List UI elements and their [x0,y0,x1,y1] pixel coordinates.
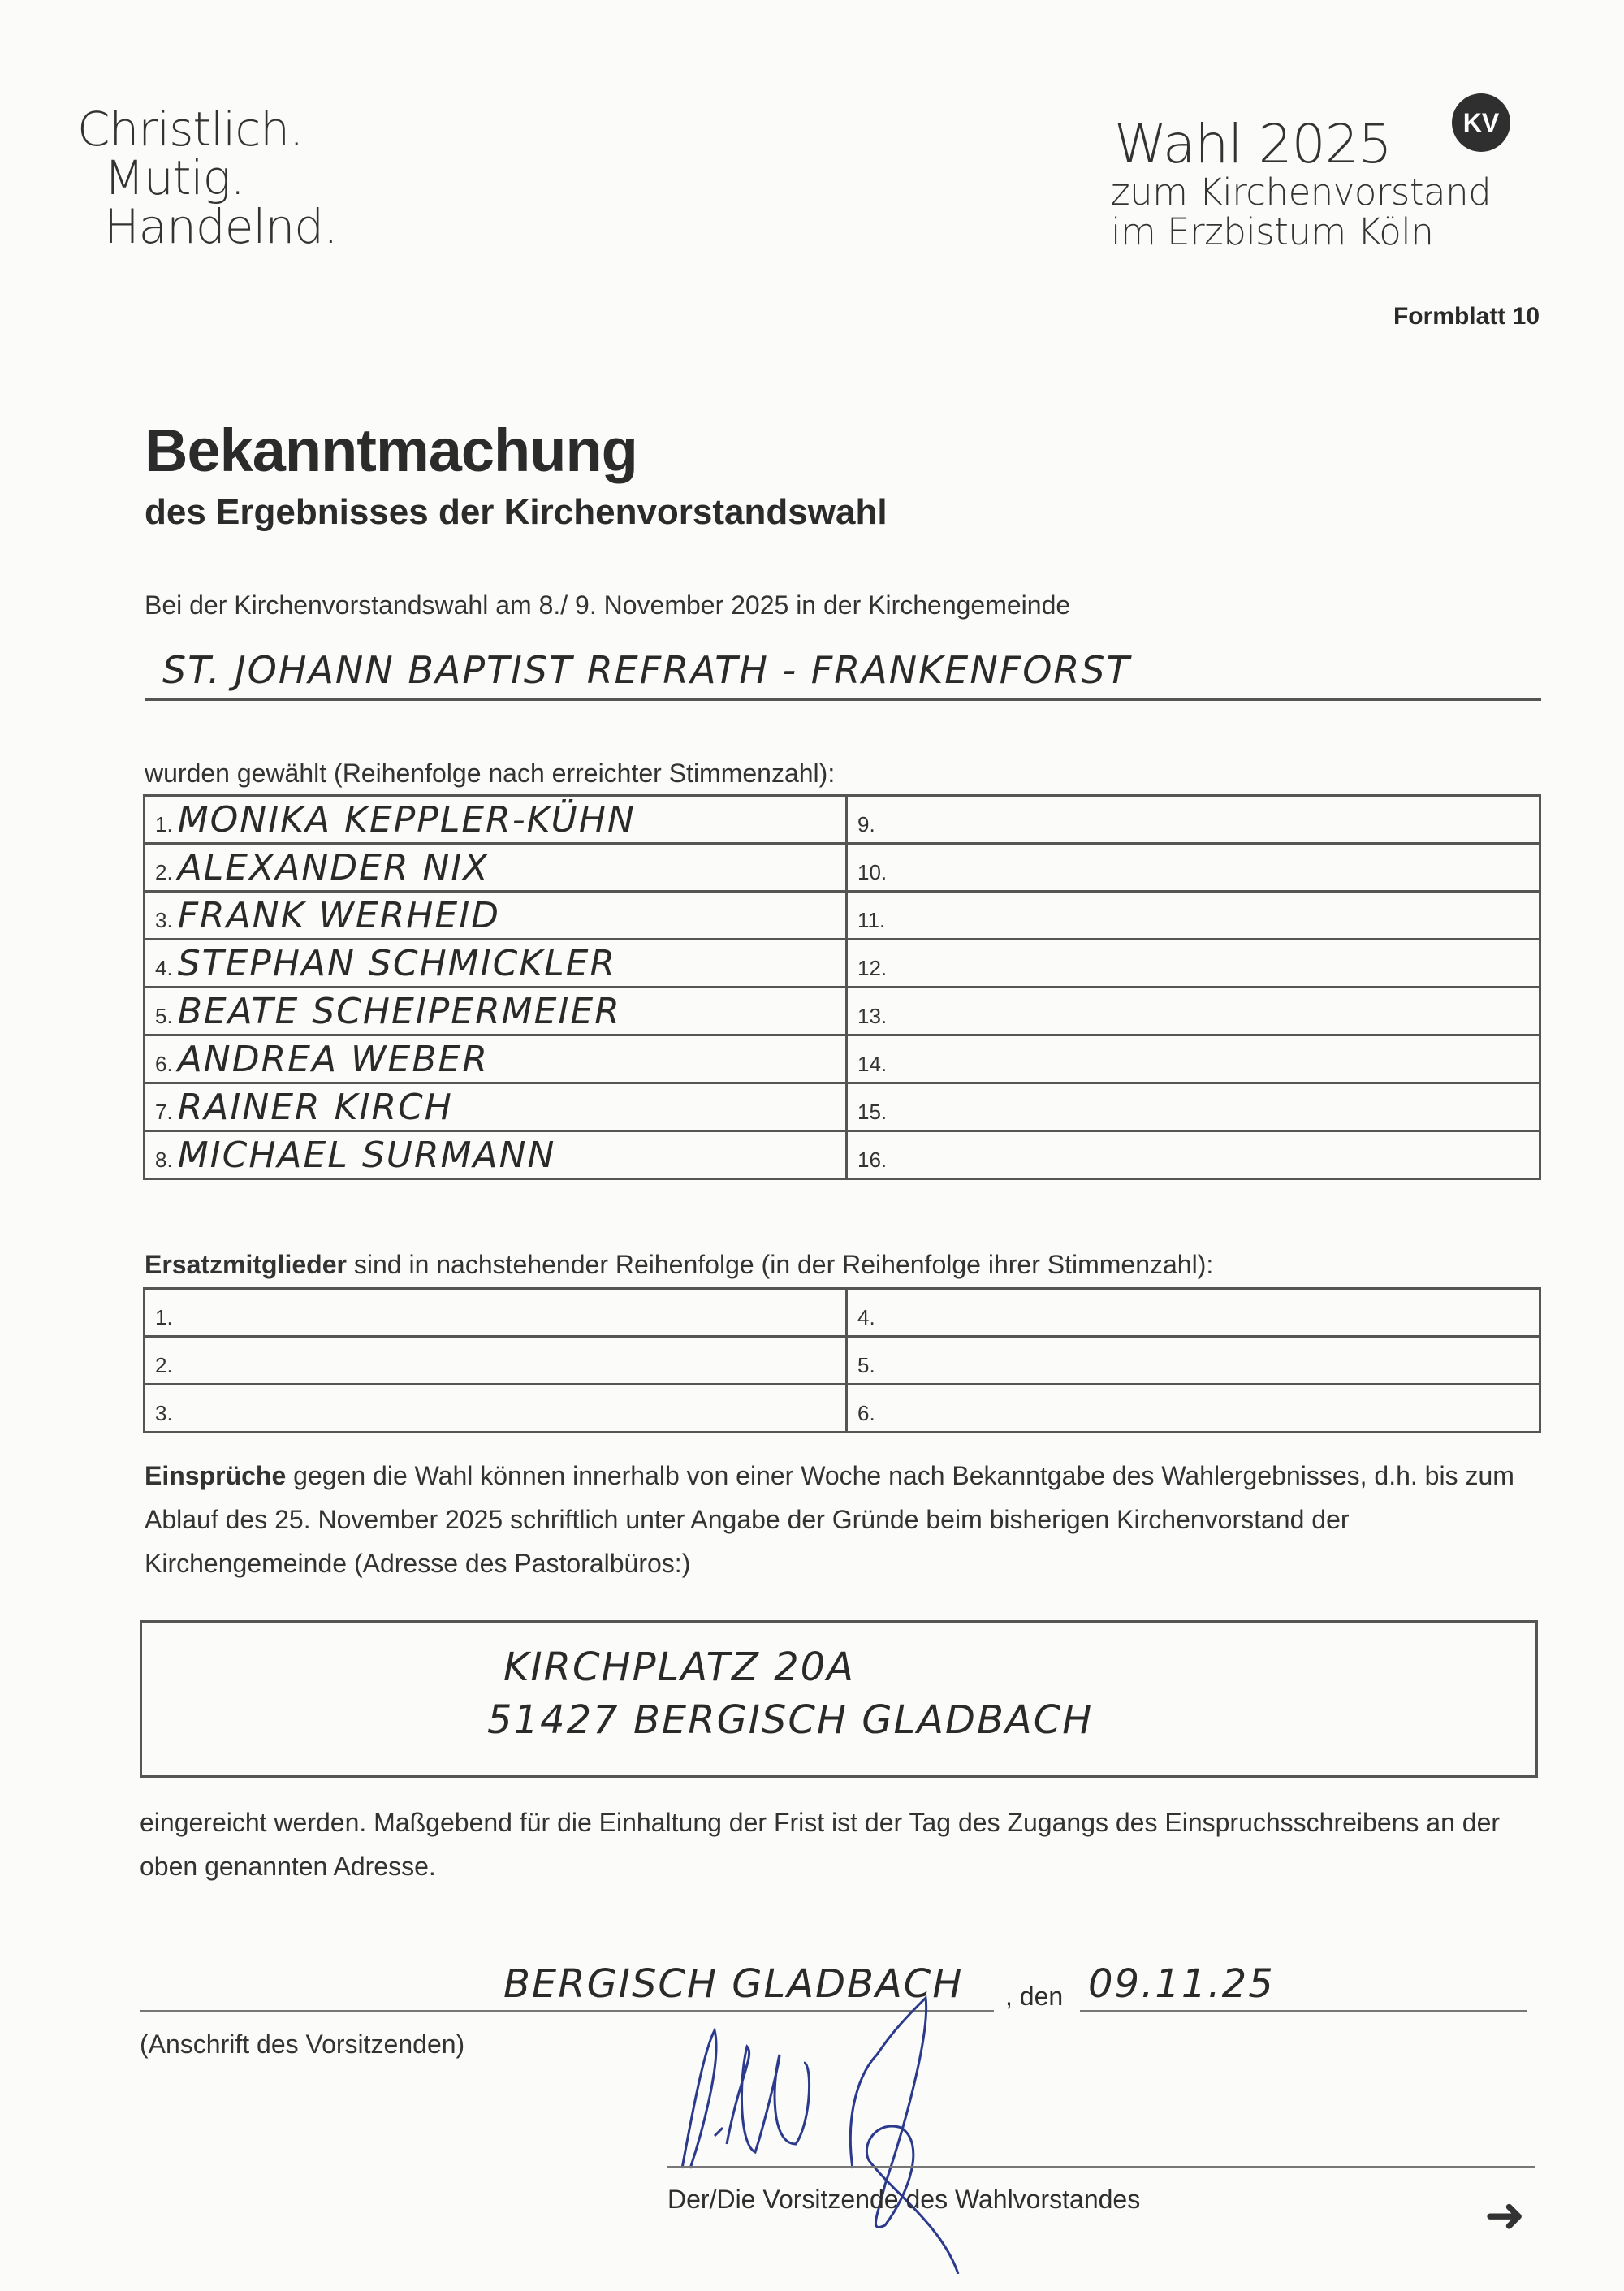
table-row [145,796,1540,844]
intro-text: Bei der Kirchenvorstandswahl am 8./ 9. November 2025 in der Kirchengemeinde [145,590,1071,620]
substitute-number: 1. [155,1304,173,1329]
member-number: 4. [155,955,173,980]
signature-caption: Der/Die Vorsitzende des Wahlvorstandes [667,2185,1141,2214]
signature-icon [650,1982,1137,2274]
slogan-line-2: Mutig. [104,150,244,205]
page-subtitle: des Ergebnisses der Kirchenvorstandswahl [145,492,888,532]
member-number: 5. [155,1003,173,1028]
objections-text: gegen die Wahl können innerhalb von einer Woche nach Bekanntgabe des Wahlergebnisses, d.h. bis zum Ablauf des 25. November 2025 schriftlich unter Angabe der Gründe beim bisherigen Kirchenvorstand der Kirchengemeinde (Adresse des Pastoralbüros:) [145,1461,1514,1578]
member-number: 14. [857,1051,888,1076]
substitute-cell[interactable] [145,1289,847,1337]
member-number: 10. [857,859,888,884]
address-line-2: 51427 BERGISCH GLADBACH [487,1697,1094,1743]
substitute-number: 4. [857,1304,875,1329]
member-number: 9. [857,811,875,836]
substitutes-table [143,1287,1541,1433]
member-number: 2. [155,859,173,884]
member-number: 15. [857,1099,888,1124]
table-row [145,988,1540,1035]
member-cell[interactable] [145,1035,847,1083]
objections-bold: Einsprüche [145,1461,287,1490]
next-page-arrow-icon: ➜ [1484,2188,1526,2242]
member-name: ANDREA WEBER [177,1038,489,1080]
member-cell[interactable] [847,796,1540,844]
table-row [145,892,1540,940]
member-number: 12. [857,955,888,980]
election-subtitle-2: im Erzbistum Köln [1111,210,1434,253]
substitute-cell[interactable] [145,1385,847,1433]
objections-paragraph [145,1454,1541,1585]
member-name: MICHAEL SURMANN [177,1134,556,1176]
slogan-line-1: Christlich. [77,102,304,157]
date-underline [1080,2010,1527,2012]
member-cell[interactable] [847,1131,1540,1179]
member-number: 13. [857,1003,888,1028]
member-cell[interactable] [145,892,847,940]
member-name: BEATE SCHEIPERMEIER [177,990,621,1032]
substitute-number: 2. [155,1352,173,1377]
substitutes-label-bold: Ersatzmitglieder [145,1250,347,1279]
substitute-number: 3. [155,1400,173,1425]
table-row [145,1385,1540,1433]
elected-label: wurden gewählt (Reihenfolge nach erreichter Stimmenzahl): [145,759,836,788]
date-field[interactable]: 09.11.25 [1088,1961,1275,2007]
member-cell[interactable] [847,940,1540,988]
member-number: 7. [155,1099,173,1124]
member-number: 3. [155,907,173,932]
member-cell[interactable] [145,940,847,988]
substitute-cell[interactable] [847,1289,1540,1337]
member-number: 1. [155,811,173,836]
place-field[interactable]: BERGISCH GLADBACH [503,1961,964,2007]
table-row [145,1083,1540,1131]
table-row [145,844,1540,892]
election-title: Wahl 2025 [1114,113,1392,175]
member-number: 11. [857,907,886,932]
member-cell[interactable] [145,844,847,892]
member-number: 16. [857,1147,888,1172]
member-number: 8. [155,1147,173,1172]
elected-members-table [143,794,1541,1180]
member-name: RAINER KIRCH [177,1086,453,1128]
substitute-cell[interactable] [847,1385,1540,1433]
slogan-line-3: Handelnd. [104,199,338,254]
substitutes-label-rest: sind in nachstehender Reihenfolge (in der Reihenfolge ihrer Stimmenzahl): [346,1250,1214,1279]
member-name: MONIKA KEPPLER-KÜHN [177,798,636,841]
member-number: 6. [155,1051,173,1076]
page-title: Bekanntmachung [145,417,637,484]
member-cell[interactable] [145,1131,847,1179]
member-cell[interactable] [145,1083,847,1131]
parish-underline [145,698,1541,701]
member-cell[interactable] [847,988,1540,1035]
member-name: FRANK WERHEID [177,894,501,936]
substitute-cell[interactable] [145,1337,847,1385]
election-subtitle-1: zum Kirchenvorstand [1111,171,1492,214]
table-row [145,1035,1540,1083]
kv-badge-icon: KV [1452,93,1510,152]
member-cell[interactable] [847,1083,1540,1131]
member-cell[interactable] [847,844,1540,892]
table-row [145,1131,1540,1179]
member-cell[interactable] [847,1035,1540,1083]
address-caption: (Anschrift des Vorsitzenden) [140,2029,465,2059]
substitute-number: 5. [857,1352,875,1377]
form-number: Formblatt 10 [1393,303,1540,330]
table-row [145,940,1540,988]
member-cell[interactable] [145,988,847,1035]
member-name: STEPHAN SCHMICKLER [177,942,617,984]
signature-underline [667,2166,1535,2168]
substitutes-label [145,1243,1213,1286]
member-cell[interactable] [847,892,1540,940]
den-label: , den [1005,1982,1064,2011]
member-cell[interactable] [145,796,847,844]
parish-field[interactable]: ST. JOHANN BAPTIST REFRATH - FRANKENFORST [162,648,1131,692]
table-row [145,1289,1540,1337]
address-line-1: KIRCHPLATZ 20A [503,1645,855,1690]
table-row [145,1337,1540,1385]
substitute-number: 6. [857,1400,875,1425]
substitute-cell[interactable] [847,1337,1540,1385]
member-name: ALEXANDER NIX [177,846,490,888]
submission-paragraph: eingereicht werden. Maßgebend für die Einhaltung der Frist ist der Tag des Zugangs des Einspruchsschreibens an der oben genannten Adresse. [140,1808,1501,1881]
